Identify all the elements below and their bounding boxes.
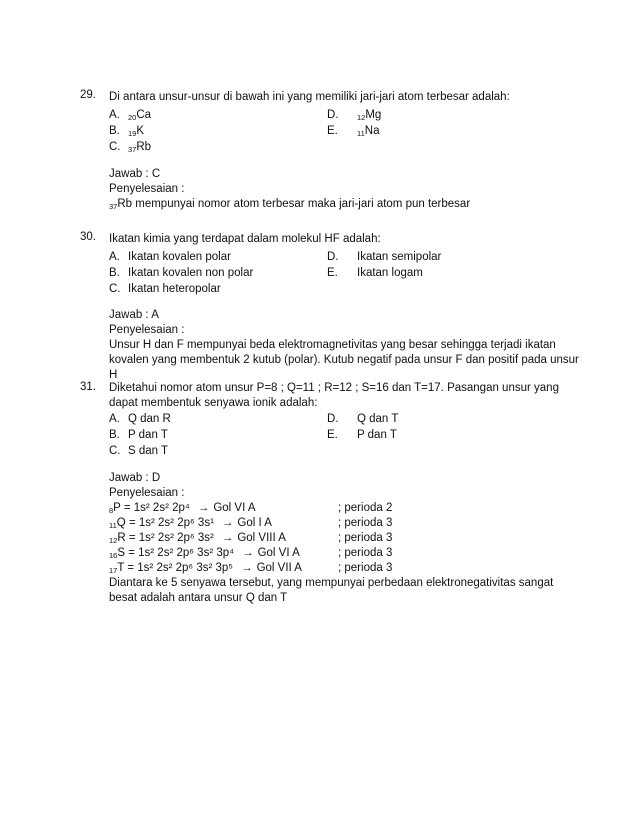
answer-block: [109, 308, 579, 383]
option-letter: B.: [109, 429, 120, 441]
option-e: $_{11}$Na: [357, 125, 380, 138]
period-label: ; perioda 2: [338, 502, 393, 514]
option-c: S dan T: [128, 445, 169, 457]
solution-label: Penyelesaian :: [109, 183, 185, 195]
electron-config: $_{16}$S = 1s² 2s² 2p⁶ 3s² 3p⁴ → Gol VI A: [109, 547, 300, 560]
options-row: [109, 427, 579, 443]
arrow-icon: →: [241, 562, 253, 574]
option-a: $_{20}$Ca: [128, 109, 152, 122]
answer-line: Jawab : A: [109, 309, 159, 321]
options-row: [109, 411, 579, 427]
option-b: $_{19}$K: [128, 125, 145, 138]
options-row: [109, 281, 579, 297]
electron-config-row: [109, 546, 579, 561]
option-letter: A.: [109, 413, 120, 425]
electron-config-row: [109, 561, 579, 576]
option-a: Ikatan kovalen polar: [128, 251, 231, 263]
electron-config-row: [109, 501, 579, 516]
options-row: [109, 265, 579, 281]
option-letter: E.: [327, 267, 338, 279]
option-letter: D.: [327, 251, 339, 263]
option-d: Q dan T: [357, 413, 399, 425]
period-label: ; perioda 3: [338, 562, 393, 574]
group-label: Gol VI A: [257, 547, 300, 559]
option-letter: D.: [327, 109, 339, 121]
period-label: ; perioda 3: [338, 547, 393, 559]
question-number: 30.: [80, 231, 96, 243]
answer-line: Jawab : C: [109, 168, 161, 180]
solution-text: $_{37}$Rb mempunyai nomor atom terbesar maka jari-jari atom pun terbesar: [109, 198, 471, 211]
question-number: 29.: [80, 89, 96, 101]
question-text: Ikatan kimia yang terdapat dalam molekul HF adalah:: [109, 233, 381, 245]
group-label: Gol VII A: [256, 562, 302, 574]
option-c: Ikatan heteropolar: [128, 283, 221, 295]
conclusion-text: Diantara ke 5 senyawa tersebut, yang mempunyai perbedaan elektronegativitas sangat besat adalah antara unsur Q dan T: [109, 577, 554, 604]
answer-block: [109, 471, 579, 606]
option-letter: E.: [327, 429, 338, 441]
option-letter: C.: [109, 445, 121, 457]
question-number: 31.: [80, 381, 96, 393]
option-a: Q dan R: [128, 413, 171, 425]
option-letter: D.: [327, 413, 339, 425]
option-letter: C.: [109, 141, 121, 153]
answer-block: [109, 167, 579, 212]
question-text: Di antara unsur-unsur di bawah ini yang memiliki jari-jari atom terbesar adalah:: [109, 91, 510, 103]
electron-config: $_{12}$R = 1s² 2s² 2p⁶ 3s² → Gol VIII A: [109, 532, 286, 545]
electron-config: $_{11}$Q = 1s² 2s² 2p⁶ 3s¹ → Gol I A: [109, 517, 272, 530]
option-letter: B.: [109, 267, 120, 279]
option-e: Ikatan logam: [357, 267, 423, 279]
electron-config: $_8$P = 1s² 2s² 2p⁴ → Gol VI A: [109, 502, 256, 515]
options-row: [109, 139, 579, 155]
option-b: P dan T: [128, 429, 168, 441]
solution-text: Unsur H dan F mempunyai beda elektromagnetivitas yang besar sehingga terjadi ikatan kovalen yang membentuk 2 kutub (polar). Kutub negatif pada unsur F dan positif pada unsur H: [109, 339, 579, 381]
group-label: Gol I A: [237, 517, 272, 529]
options-row: [109, 123, 579, 139]
electron-config-list: [109, 501, 579, 576]
answer-line: Jawab : D: [109, 472, 161, 484]
option-letter: C.: [109, 283, 121, 295]
electron-config-row: [109, 516, 579, 531]
arrow-icon: →: [197, 502, 210, 514]
options-row: [109, 443, 579, 459]
option-d: Ikatan semipolar: [357, 251, 442, 263]
solution-label: Penyelesaian :: [109, 324, 185, 336]
option-letter: A.: [109, 109, 120, 121]
option-c: $_{37}$Rb: [128, 141, 152, 154]
arrow-icon: →: [221, 532, 234, 544]
option-d: $_{12}$Mg: [357, 109, 382, 122]
options-row: [109, 249, 579, 265]
option-b: Ikatan kovalen non polar: [128, 267, 254, 279]
question-text: Diketahui nomor atom unsur P=8 ; Q=11 ; R=12 ; S=16 dan T=17. Pasangan unsur yang dapat membentuk senyawa ionik adalah:: [109, 382, 559, 409]
solution-label: Penyelesaian :: [109, 487, 185, 499]
arrow-icon: →: [242, 547, 254, 559]
group-label: Gol VI A: [213, 502, 256, 514]
group-label: Gol VIII A: [237, 532, 286, 544]
option-letter: A.: [109, 251, 120, 263]
option-e: P dan T: [357, 429, 397, 441]
option-letter: E.: [327, 125, 338, 137]
option-letter: B.: [109, 125, 120, 137]
options-row: [109, 107, 579, 123]
period-label: ; perioda 3: [338, 517, 393, 529]
period-label: ; perioda 3: [338, 532, 393, 544]
electron-config-row: [109, 531, 579, 546]
arrow-icon: →: [221, 517, 234, 529]
electron-config: $_{17}$T = 1s² 2s² 2p⁶ 3s² 3p⁵ → Gol VII A: [109, 562, 302, 575]
